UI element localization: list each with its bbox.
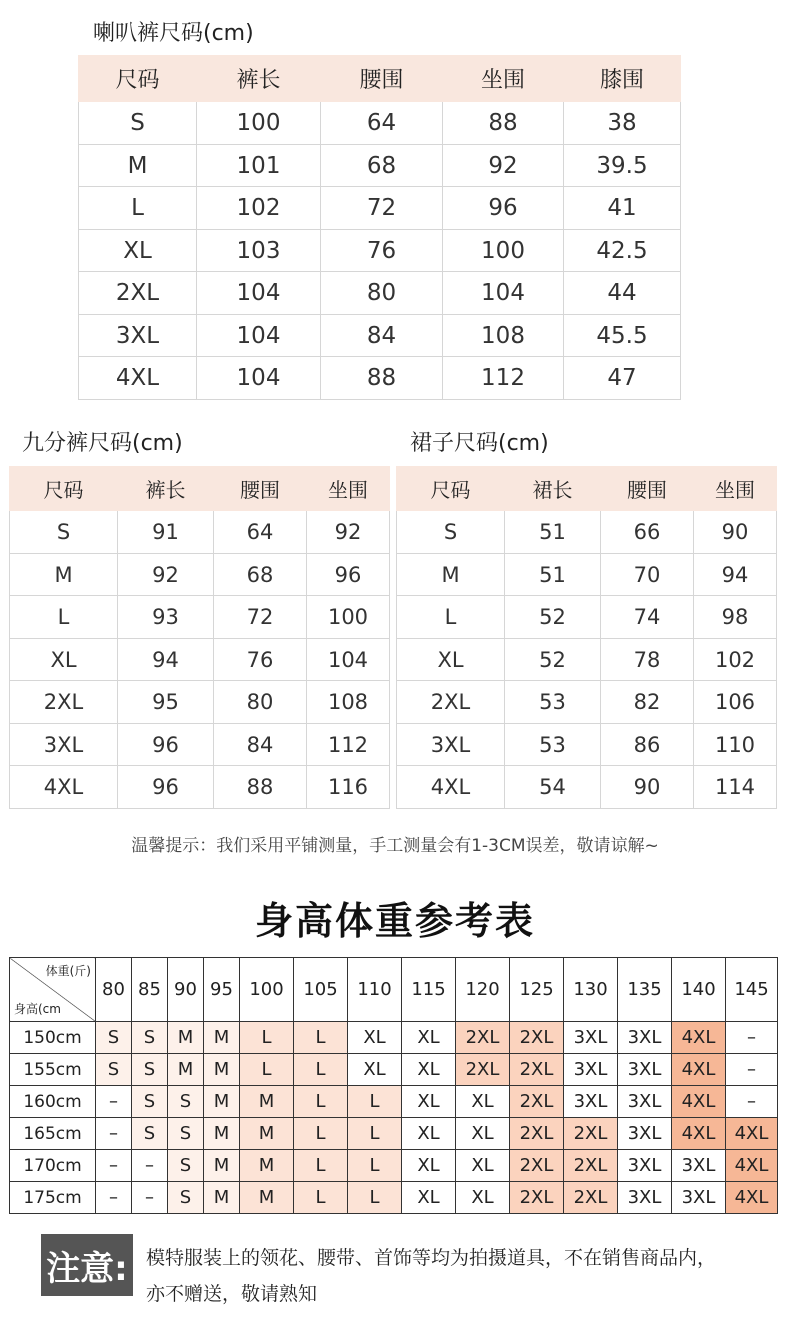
size-row (79, 272, 681, 315)
size-recommendation-cell: – (96, 1150, 132, 1182)
weight-header: 115 (402, 958, 456, 1022)
size-recommendation-cell: M (240, 1150, 294, 1182)
weight-header: 110 (348, 958, 402, 1022)
size-recommendation-cell: 2XL (564, 1118, 618, 1150)
height-label: 155cm (10, 1054, 96, 1086)
measurement-cell: 93 (118, 596, 214, 639)
measurement-cell: 53 (505, 724, 601, 766)
size-recommendation-cell: 2XL (510, 1054, 564, 1086)
measurement-cell: 91 (118, 511, 214, 554)
column-header: 尺码 (10, 467, 118, 511)
measurement-cell: 42.5 (564, 230, 681, 272)
size-recommendation-cell: XL (456, 1150, 510, 1182)
measurement-cell: 104 (197, 315, 321, 357)
column-header: 尺码 (397, 467, 505, 511)
column-header: 膝围 (564, 56, 681, 102)
size-recommendation-cell: L (294, 1118, 348, 1150)
size-recommendation-cell: 2XL (564, 1182, 618, 1214)
size-recommendation-cell: 2XL (456, 1054, 510, 1086)
weight-header: 130 (564, 958, 618, 1022)
size-label-cell: 4XL (397, 766, 505, 809)
measurement-cell: 72 (321, 187, 443, 230)
measurement-cell: 100 (307, 596, 390, 639)
size-recommendation-cell: XL (348, 1022, 402, 1054)
measurement-cell: 96 (443, 187, 564, 230)
measurement-cell: 92 (307, 511, 390, 554)
size-row (10, 596, 390, 639)
measurement-cell: 88 (321, 357, 443, 400)
measurement-cell: 114 (694, 766, 777, 809)
size-recommendation-cell: 3XL (618, 1182, 672, 1214)
size-recommendation-cell: – (96, 1118, 132, 1150)
measurement-cell: 45.5 (564, 315, 681, 357)
size-recommendation-cell: L (240, 1054, 294, 1086)
size-row (79, 102, 681, 145)
measurement-cell: 95 (118, 681, 214, 724)
weight-header: 140 (672, 958, 726, 1022)
size-recommendation-cell: M (240, 1182, 294, 1214)
measurement-cell: 64 (321, 102, 443, 145)
size-recommendation-cell: XL (402, 1022, 456, 1054)
weight-axis-label: 体重(斤) (45, 964, 91, 978)
size-recommendation-cell: XL (456, 1118, 510, 1150)
size-label-cell: L (79, 187, 197, 230)
size-recommendation-cell: 4XL (672, 1054, 726, 1086)
notice-line-2: 亦不赠送，敬请熟知 (146, 1283, 318, 1305)
measurement-cell: 112 (443, 357, 564, 400)
measurement-cell: 74 (601, 596, 694, 639)
size-recommendation-cell: S (132, 1086, 168, 1118)
size-recommendation-cell: L (348, 1086, 402, 1118)
measurement-cell: 64 (214, 511, 307, 554)
size-recommendation-cell: M (204, 1086, 240, 1118)
size-recommendation-cell: M (240, 1086, 294, 1118)
measurement-cell: 72 (214, 596, 307, 639)
measurement-cell: 104 (197, 272, 321, 315)
size-recommendation-cell: 2XL (510, 1118, 564, 1150)
size-label-cell: XL (397, 639, 505, 681)
weight-header: 105 (294, 958, 348, 1022)
size-label-cell: 2XL (79, 272, 197, 315)
flare-size-table (78, 55, 681, 400)
height-row (10, 1150, 778, 1182)
measurement-cell: 88 (214, 766, 307, 809)
measurement-cell: 103 (197, 230, 321, 272)
height-row (10, 1086, 778, 1118)
column-header: 腰围 (601, 467, 694, 511)
size-recommendation-cell: 2XL (564, 1150, 618, 1182)
size-label-cell: L (10, 596, 118, 639)
size-recommendation-cell: M (168, 1054, 204, 1086)
measurement-cell: 41 (564, 187, 681, 230)
measurement-tip: 温馨提示：我们采用平铺测量，手工测量会有1-3CM误差，敬请谅解~ (131, 836, 659, 856)
size-recommendation-cell: 3XL (618, 1150, 672, 1182)
measurement-cell: 84 (214, 724, 307, 766)
height-label: 160cm (10, 1086, 96, 1118)
measurement-cell: 94 (118, 639, 214, 681)
measurement-cell: 66 (601, 511, 694, 554)
weight-header: 125 (510, 958, 564, 1022)
size-recommendation-cell: S (96, 1022, 132, 1054)
size-recommendation-cell: 4XL (672, 1086, 726, 1118)
height-label: 170cm (10, 1150, 96, 1182)
size-recommendation-cell: – (96, 1086, 132, 1118)
column-header: 尺码 (79, 56, 197, 102)
measurement-cell: 47 (564, 357, 681, 400)
size-row (10, 766, 390, 809)
size-row (397, 596, 777, 639)
corner-header-cell (10, 958, 96, 1022)
measurement-cell: 96 (118, 724, 214, 766)
notice-text (146, 1240, 776, 1312)
header-row (10, 467, 390, 511)
height-row (10, 1182, 778, 1214)
size-recommendation-cell: M (204, 1150, 240, 1182)
size-row (397, 511, 777, 554)
size-recommendation-cell: L (294, 1182, 348, 1214)
size-recommendation-cell: 2XL (510, 1022, 564, 1054)
weight-header: 135 (618, 958, 672, 1022)
size-row (79, 230, 681, 272)
column-header: 坐围 (443, 56, 564, 102)
size-recommendation-cell: 2XL (510, 1150, 564, 1182)
weight-header: 100 (240, 958, 294, 1022)
measurement-cell: 108 (307, 681, 390, 724)
size-recommendation-cell: XL (456, 1182, 510, 1214)
measurement-cell: 96 (118, 766, 214, 809)
weight-header-row (10, 958, 778, 1022)
reference-title: 身高体重参考表 (254, 899, 535, 943)
measurement-cell: 101 (197, 145, 321, 187)
measurement-cell: 78 (601, 639, 694, 681)
size-row (10, 511, 390, 554)
size-recommendation-cell: M (168, 1022, 204, 1054)
measurement-cell: 90 (694, 511, 777, 554)
size-label-cell: 2XL (397, 681, 505, 724)
measurement-cell: 90 (601, 766, 694, 809)
size-row (79, 187, 681, 230)
measurement-cell: 96 (307, 554, 390, 596)
measurement-cell: 100 (197, 102, 321, 145)
size-recommendation-cell: M (240, 1118, 294, 1150)
column-header: 腰围 (321, 56, 443, 102)
height-row (10, 1022, 778, 1054)
measurement-cell: 112 (307, 724, 390, 766)
weight-header: 145 (726, 958, 778, 1022)
measurement-cell: 104 (197, 357, 321, 400)
skirt-size-table (396, 466, 777, 809)
size-recommendation-cell: XL (456, 1086, 510, 1118)
size-recommendation-cell: 4XL (726, 1118, 778, 1150)
measurement-cell: 88 (443, 102, 564, 145)
measurement-cell: 51 (505, 554, 601, 596)
size-recommendation-cell: – (132, 1150, 168, 1182)
size-recommendation-cell: XL (402, 1150, 456, 1182)
measurement-cell: 80 (321, 272, 443, 315)
size-label-cell: M (10, 554, 118, 596)
size-row (10, 639, 390, 681)
header-row (79, 56, 681, 102)
size-recommendation-cell: S (132, 1022, 168, 1054)
size-recommendation-cell: M (204, 1054, 240, 1086)
size-recommendation-cell: M (204, 1182, 240, 1214)
size-row (397, 724, 777, 766)
measurement-cell: 44 (564, 272, 681, 315)
weight-header: 120 (456, 958, 510, 1022)
size-label-cell: 4XL (10, 766, 118, 809)
size-label-cell: XL (79, 230, 197, 272)
size-row (79, 315, 681, 357)
size-recommendation-cell: S (168, 1182, 204, 1214)
height-weight-table (9, 957, 778, 1214)
measurement-cell: 38 (564, 102, 681, 145)
measurement-cell: 102 (694, 639, 777, 681)
size-row (10, 554, 390, 596)
size-recommendation-cell: S (96, 1054, 132, 1086)
size-recommendation-cell: L (240, 1022, 294, 1054)
size-row (397, 639, 777, 681)
notice-line-1: 模特服装上的领花、腰带、首饰等均为拍摄道具，不在销售商品内， (146, 1247, 717, 1269)
size-label-cell: 2XL (10, 681, 118, 724)
column-header: 裤长 (197, 56, 321, 102)
size-row (10, 681, 390, 724)
size-recommendation-cell: S (132, 1118, 168, 1150)
size-recommendation-cell: L (348, 1182, 402, 1214)
size-label-cell: 3XL (397, 724, 505, 766)
size-recommendation-cell: – (726, 1054, 778, 1086)
size-recommendation-cell: L (348, 1150, 402, 1182)
size-label-cell: S (10, 511, 118, 554)
size-label-cell: XL (10, 639, 118, 681)
size-recommendation-cell: L (294, 1086, 348, 1118)
measurement-cell: 92 (443, 145, 564, 187)
header-row (397, 467, 777, 511)
weight-header: 95 (204, 958, 240, 1022)
size-label-cell: M (79, 145, 197, 187)
size-recommendation-cell: 3XL (564, 1022, 618, 1054)
size-recommendation-cell: 3XL (672, 1182, 726, 1214)
measurement-cell: 98 (694, 596, 777, 639)
size-recommendation-cell: 2XL (510, 1182, 564, 1214)
size-recommendation-cell: 2XL (510, 1086, 564, 1118)
measurement-cell: 108 (443, 315, 564, 357)
size-recommendation-cell: S (132, 1054, 168, 1086)
size-row (10, 724, 390, 766)
measurement-cell: 104 (443, 272, 564, 315)
measurement-cell: 68 (214, 554, 307, 596)
size-recommendation-cell: 3XL (564, 1086, 618, 1118)
size-recommendation-cell: XL (402, 1182, 456, 1214)
measurement-cell: 94 (694, 554, 777, 596)
measurement-cell: 68 (321, 145, 443, 187)
size-row (79, 357, 681, 400)
size-recommendation-cell: 4XL (672, 1118, 726, 1150)
height-label: 175cm (10, 1182, 96, 1214)
size-recommendation-cell: – (726, 1086, 778, 1118)
measurement-cell: 54 (505, 766, 601, 809)
measurement-cell: 116 (307, 766, 390, 809)
size-recommendation-cell: L (294, 1054, 348, 1086)
measurement-cell: 104 (307, 639, 390, 681)
measurement-cell: 102 (197, 187, 321, 230)
measurement-cell: 84 (321, 315, 443, 357)
cropped-size-table (9, 466, 390, 809)
measurement-cell: 110 (694, 724, 777, 766)
size-recommendation-cell: 3XL (618, 1118, 672, 1150)
size-recommendation-cell: L (294, 1150, 348, 1182)
measurement-cell: 100 (443, 230, 564, 272)
size-label-cell: L (397, 596, 505, 639)
measurement-cell: 70 (601, 554, 694, 596)
flare-size-title: 喇叭裤尺码(cm) (93, 21, 254, 46)
size-recommendation-cell: 3XL (672, 1150, 726, 1182)
measurement-cell: 92 (118, 554, 214, 596)
weight-header: 85 (132, 958, 168, 1022)
size-label-cell: 3XL (79, 315, 197, 357)
measurement-cell: 39.5 (564, 145, 681, 187)
size-recommendation-cell: XL (402, 1118, 456, 1150)
size-recommendation-cell: XL (402, 1054, 456, 1086)
measurement-cell: 76 (214, 639, 307, 681)
column-header: 坐围 (694, 467, 777, 511)
height-row (10, 1054, 778, 1086)
column-header: 腰围 (214, 467, 307, 511)
size-recommendation-cell: – (132, 1182, 168, 1214)
size-row (79, 145, 681, 187)
column-header: 裤长 (118, 467, 214, 511)
measurement-cell: 86 (601, 724, 694, 766)
size-recommendation-cell: S (168, 1150, 204, 1182)
size-recommendation-cell: 3XL (618, 1086, 672, 1118)
measurement-cell: 80 (214, 681, 307, 724)
size-label-cell: S (79, 102, 197, 145)
size-recommendation-cell: 3XL (618, 1054, 672, 1086)
size-recommendation-cell: M (204, 1022, 240, 1054)
size-label-cell: 4XL (79, 357, 197, 400)
size-row (397, 681, 777, 724)
measurement-cell: 53 (505, 681, 601, 724)
size-recommendation-cell: L (348, 1118, 402, 1150)
height-label: 165cm (10, 1118, 96, 1150)
size-label-cell: M (397, 554, 505, 596)
notice-label: 注意: (41, 1234, 133, 1296)
size-recommendation-cell: XL (348, 1054, 402, 1086)
size-recommendation-cell: XL (402, 1086, 456, 1118)
size-recommendation-cell: 3XL (618, 1022, 672, 1054)
measurement-cell: 52 (505, 639, 601, 681)
size-recommendation-cell: – (726, 1022, 778, 1054)
size-recommendation-cell: S (168, 1118, 204, 1150)
size-recommendation-cell: 4XL (726, 1182, 778, 1214)
size-recommendation-cell: 2XL (456, 1022, 510, 1054)
size-label-cell: 3XL (10, 724, 118, 766)
size-row (397, 554, 777, 596)
weight-header: 90 (168, 958, 204, 1022)
size-recommendation-cell: L (294, 1022, 348, 1054)
size-row (397, 766, 777, 809)
size-recommendation-cell: S (168, 1086, 204, 1118)
cropped-size-title: 九分裤尺码(cm) (22, 431, 183, 456)
size-recommendation-cell: – (96, 1182, 132, 1214)
height-axis-label: 身高(cm (14, 1002, 61, 1016)
size-recommendation-cell: 3XL (564, 1054, 618, 1086)
measurement-cell: 106 (694, 681, 777, 724)
height-row (10, 1118, 778, 1150)
size-recommendation-cell: 4XL (672, 1022, 726, 1054)
size-recommendation-cell: 4XL (726, 1150, 778, 1182)
measurement-cell: 82 (601, 681, 694, 724)
measurement-cell: 76 (321, 230, 443, 272)
height-label: 150cm (10, 1022, 96, 1054)
size-label-cell: S (397, 511, 505, 554)
measurement-cell: 52 (505, 596, 601, 639)
size-recommendation-cell: M (204, 1118, 240, 1150)
column-header: 坐围 (307, 467, 390, 511)
weight-header: 80 (96, 958, 132, 1022)
skirt-size-title: 裙子尺码(cm) (410, 431, 549, 456)
measurement-cell: 51 (505, 511, 601, 554)
column-header: 裙长 (505, 467, 601, 511)
